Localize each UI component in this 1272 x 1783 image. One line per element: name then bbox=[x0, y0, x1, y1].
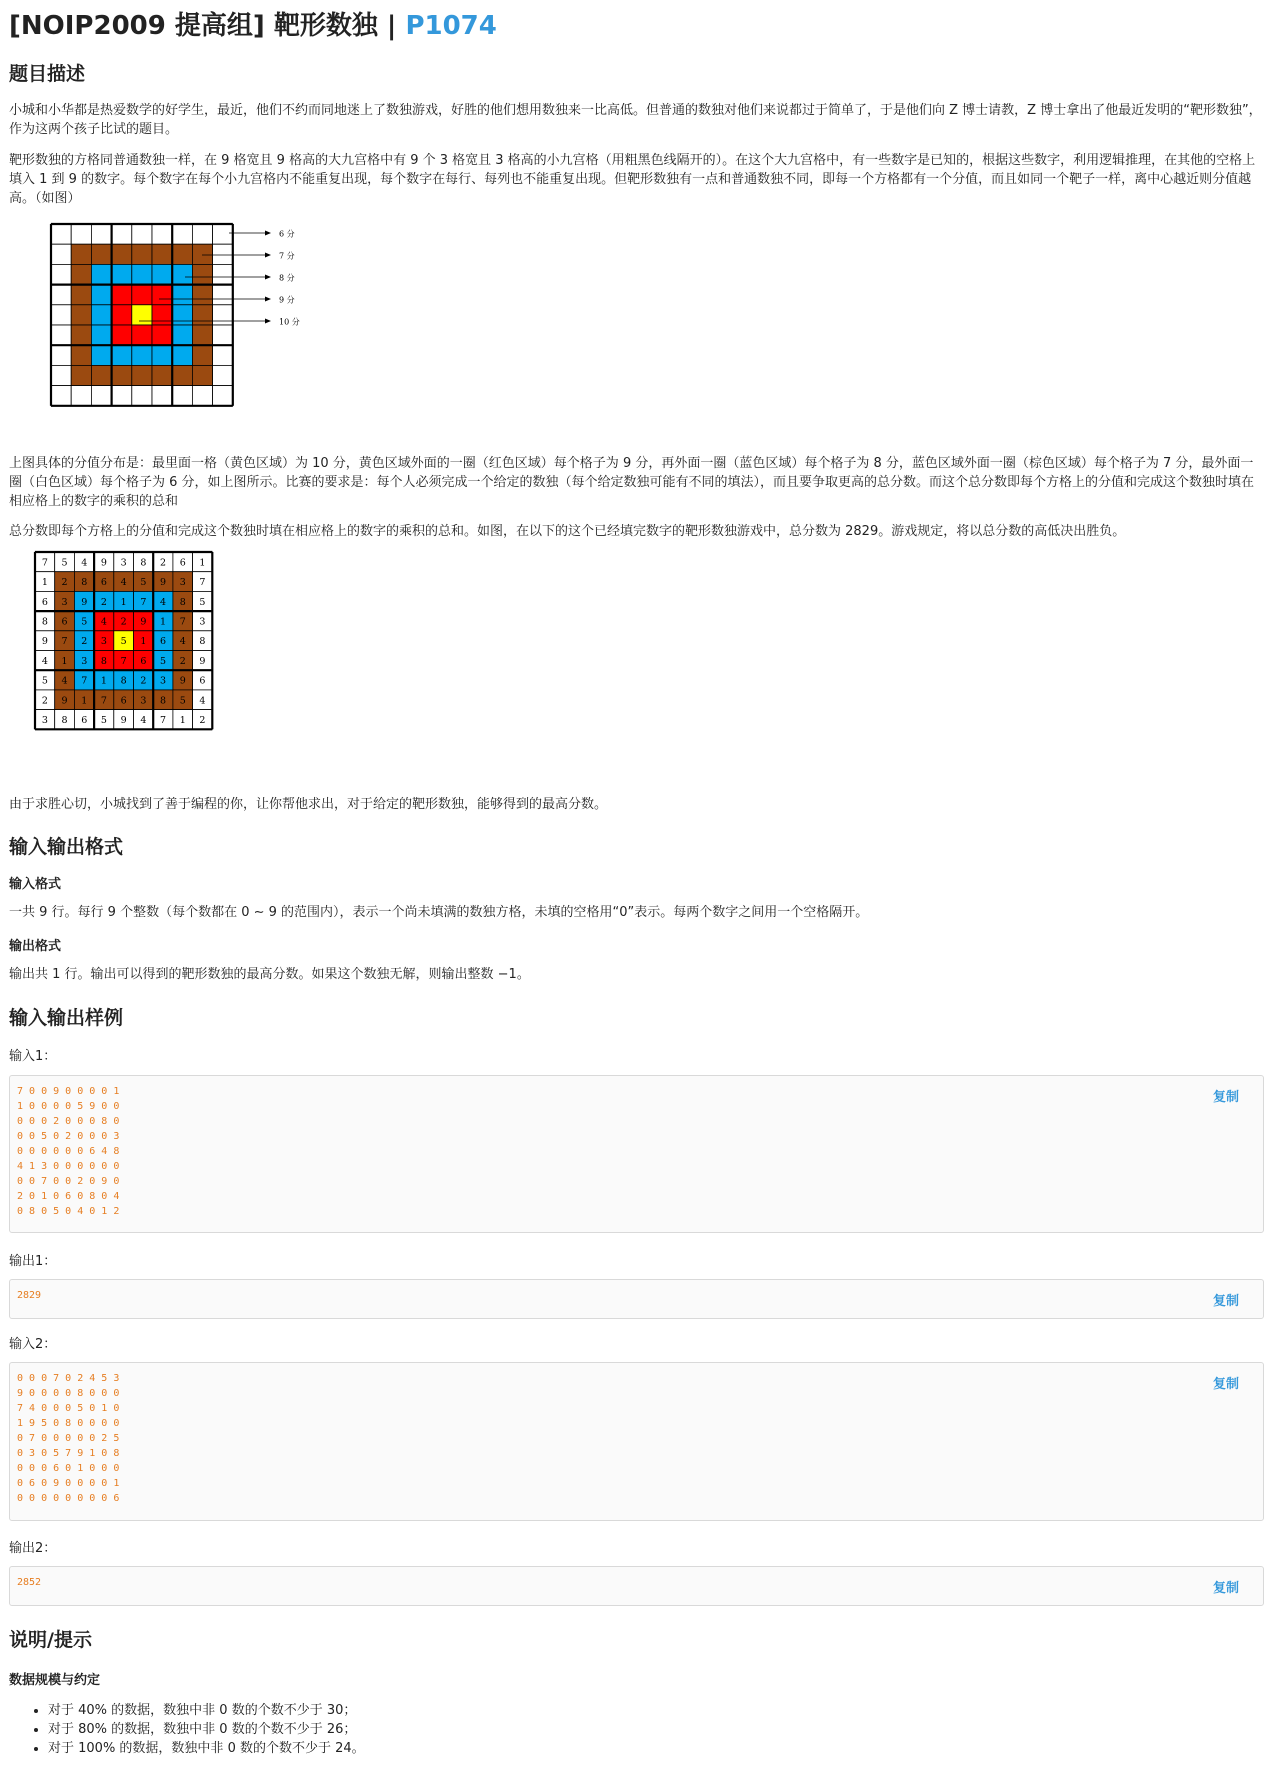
grid-cell bbox=[172, 285, 192, 305]
grid-cell bbox=[172, 224, 192, 244]
grid-cell bbox=[112, 305, 132, 325]
copy-button[interactable]: 复制 bbox=[1212, 1090, 1239, 1105]
grid-digit: 6 bbox=[199, 675, 206, 687]
grid-cell bbox=[71, 305, 91, 325]
grid-cell bbox=[51, 325, 71, 345]
grid-cell bbox=[112, 386, 132, 406]
arrow-head bbox=[265, 319, 271, 324]
sample-input-1-code[interactable]: 7 0 0 9 0 0 0 0 1 1 0 0 0 0 5 9 0 0 0 0 0 2 0 0 0 8 0 0 0 5 0 2 0 0 0 3 0 0 0 0 0 0 6 4 8 4 1 3 0 0 0 0 0 0 0 0 7 0 0 2 0 9 0 2 0 1 0 6 0 8 0 4 0 8 0 5 0 4 0 1 2 bbox=[17, 1086, 120, 1217]
grid-cell bbox=[91, 365, 111, 385]
score-label: 10 分 bbox=[279, 317, 300, 327]
grid-digit: 4 bbox=[41, 655, 48, 667]
grid-digit: 3 bbox=[61, 596, 68, 608]
grid-digit: 7 bbox=[81, 675, 88, 687]
grid-cell bbox=[213, 305, 233, 325]
grid-digit: 8 bbox=[120, 675, 127, 687]
grid-cell bbox=[132, 325, 152, 345]
grid-cell bbox=[192, 305, 212, 325]
grid-digit: 6 bbox=[120, 695, 127, 707]
grid-cell bbox=[132, 386, 152, 406]
grid-cell bbox=[71, 264, 91, 284]
output-format-heading: 输出格式 bbox=[9, 939, 62, 954]
sample-input-2-box bbox=[9, 1362, 1264, 1521]
grid-cell bbox=[152, 325, 172, 345]
grid-digit: 6 bbox=[41, 596, 48, 608]
grid-digit: 9 bbox=[179, 675, 186, 687]
grid-cell bbox=[132, 345, 152, 365]
copy-button[interactable]: 复制 bbox=[1212, 1581, 1239, 1596]
description-paragraph-2: 靶形数独的方格同普通数独一样，在 9 格宽且 9 格高的大九宫格中有 9 个 3 格宽且 3 格高的小九宫格（用粗黑色线隔开的）。在这个大九宫格中，有一些数字是已知的，根据这些数字，利用逻辑推理，在其他的空格上填入 1 到 9 的数字。每个数字在每个小九宫格内不能重复出现，每个数字在每行、每列也不能重复出现。但靶形数独有一点和普通数独不同，即每一个方格都有一个分值，而且如同一个靶子一样，离中心越近则分值越高。（如图） bbox=[9, 153, 1256, 206]
grid-cell bbox=[213, 386, 233, 406]
score-label: 6 分 bbox=[279, 229, 295, 239]
grid-digit: 7 bbox=[100, 695, 107, 707]
arrow-head bbox=[265, 275, 271, 280]
copy-button[interactable]: 复制 bbox=[1212, 1377, 1239, 1392]
grid-cell bbox=[132, 224, 152, 244]
grid-digit: 7 bbox=[140, 596, 147, 608]
grid-cell bbox=[192, 345, 212, 365]
sample-input-2-label: 输入2： bbox=[9, 1337, 57, 1352]
grid-digit: 4 bbox=[61, 675, 68, 687]
grid-cell bbox=[71, 244, 91, 264]
grid-cell bbox=[152, 386, 172, 406]
grid-digit: 3 bbox=[140, 695, 147, 707]
grid-digit: 5 bbox=[61, 557, 68, 569]
grid-digit: 6 bbox=[81, 714, 88, 726]
grid-digit: 8 bbox=[61, 714, 68, 726]
grid-cell bbox=[51, 264, 71, 284]
output-format-text: 输出共 1 行。输出可以得到的靶形数独的最高分数。如果这个数独无解，则输出整数 −1。 bbox=[9, 967, 530, 982]
grid-digit: 2 bbox=[179, 655, 186, 667]
grid-cell bbox=[71, 325, 91, 345]
page-title bbox=[9, 5, 497, 42]
grid-cell bbox=[192, 264, 212, 284]
grid-digit: 8 bbox=[100, 655, 107, 667]
grid-cell bbox=[172, 386, 192, 406]
grid-digit: 9 bbox=[140, 616, 147, 628]
grid-digit: 9 bbox=[100, 557, 107, 569]
grid-digit: 7 bbox=[160, 714, 167, 726]
grid-digit: 8 bbox=[199, 636, 206, 648]
grid-cell bbox=[213, 244, 233, 264]
grid-digit: 6 bbox=[140, 655, 147, 667]
sample-input-1-label: 输入1： bbox=[9, 1049, 57, 1064]
list-item: • 对于 80% 的数据，数独中非 0 数的个数不少于 26； bbox=[48, 1720, 365, 1739]
grid-cell bbox=[152, 365, 172, 385]
grid-cell bbox=[192, 325, 212, 345]
section-heading-hints: 说明/提示 bbox=[9, 1629, 92, 1651]
grid-digit: 6 bbox=[160, 636, 167, 648]
grid-cell bbox=[172, 264, 192, 284]
grid-cell bbox=[213, 345, 233, 365]
grid-digit: 2 bbox=[100, 596, 107, 608]
grid-cell bbox=[152, 264, 172, 284]
input-format-text: 一共 9 行。每行 9 个整数（每个数都在 0 ∼ 9 的范围内），表示一个尚未填满的数独方格，未填的空格用“0”表示。每两个数字之间用一个空格隔开。 bbox=[9, 905, 869, 920]
grid-digit: 3 bbox=[100, 636, 107, 648]
grid-digit: 4 bbox=[179, 636, 186, 648]
grid-cell bbox=[132, 285, 152, 305]
sample-output-1-box bbox=[9, 1279, 1264, 1319]
grid-digit: 2 bbox=[160, 557, 167, 569]
grid-digit: 3 bbox=[120, 557, 127, 569]
grid-digit: 8 bbox=[81, 577, 88, 589]
grid-cell bbox=[213, 325, 233, 345]
grid-cell bbox=[172, 345, 192, 365]
filled-sudoku-example bbox=[10, 548, 250, 774]
grid-cell bbox=[152, 285, 172, 305]
grid-cell bbox=[112, 365, 132, 385]
description-paragraph-5: 由于求胜心切，小城找到了善于编程的你，让你帮他求出，对于给定的靶形数独，能够得到的最高分数。 bbox=[9, 797, 608, 812]
grid-digit: 3 bbox=[41, 714, 48, 726]
section-heading-samples: 输入输出样例 bbox=[9, 1007, 124, 1029]
grid-digit: 2 bbox=[140, 675, 147, 687]
grid-cell bbox=[91, 285, 111, 305]
grid-digit: 8 bbox=[41, 616, 48, 628]
grid-cell bbox=[213, 285, 233, 305]
arrow-head bbox=[265, 253, 271, 258]
data-scale-list bbox=[48, 1701, 365, 1758]
sample-output-2-box bbox=[9, 1566, 1264, 1606]
grid-cell bbox=[91, 305, 111, 325]
grid-cell bbox=[51, 345, 71, 365]
grid-digit: 1 bbox=[41, 577, 48, 589]
sample-output-2-code[interactable]: 2852 bbox=[17, 1577, 42, 1588]
grid-cell bbox=[71, 224, 91, 244]
score-label: 7 分 bbox=[279, 251, 295, 261]
sample-output-2-label: 输出2： bbox=[9, 1541, 57, 1556]
grid-digit: 4 bbox=[81, 557, 88, 569]
grid-digit: 1 bbox=[61, 655, 68, 667]
grid-digit: 4 bbox=[199, 695, 206, 707]
list-item: • 对于 100% 的数据，数独中非 0 数的个数不少于 24。 bbox=[48, 1739, 365, 1758]
grid-cell bbox=[152, 305, 172, 325]
grid-cell bbox=[91, 264, 111, 284]
sample-input-1-box bbox=[9, 1075, 1264, 1233]
grid-digit: 1 bbox=[160, 616, 167, 628]
grid-cell bbox=[112, 325, 132, 345]
grid-cell bbox=[132, 365, 152, 385]
grid-cell bbox=[152, 224, 172, 244]
grid-digit: 9 bbox=[41, 636, 48, 648]
grid-cell bbox=[192, 285, 212, 305]
grid-cell bbox=[152, 244, 172, 264]
sample-output-1-label: 输出1： bbox=[9, 1254, 57, 1269]
grid-cell bbox=[91, 325, 111, 345]
target-score-diagram bbox=[47, 220, 347, 435]
grid-cell bbox=[152, 345, 172, 365]
grid-digit: 4 bbox=[100, 616, 107, 628]
grid-digit: 1 bbox=[100, 675, 107, 687]
grid-cell bbox=[192, 224, 212, 244]
grid-cell bbox=[71, 345, 91, 365]
grid-digit: 1 bbox=[120, 596, 127, 608]
grid-cell bbox=[172, 244, 192, 264]
grid-cell bbox=[51, 386, 71, 406]
grid-digit: 9 bbox=[160, 577, 167, 589]
section-heading-description: 题目描述 bbox=[9, 63, 86, 85]
grid-digit: 2 bbox=[120, 616, 127, 628]
grid-cell bbox=[51, 365, 71, 385]
grid-cell bbox=[172, 365, 192, 385]
grid-cell bbox=[71, 285, 91, 305]
score-label: 9 分 bbox=[279, 295, 295, 305]
grid-digit: 6 bbox=[179, 557, 186, 569]
grid-digit: 8 bbox=[160, 695, 167, 707]
grid-digit: 9 bbox=[61, 695, 68, 707]
grid-cell bbox=[51, 244, 71, 264]
grid-cell bbox=[112, 264, 132, 284]
grid-digit: 3 bbox=[179, 577, 186, 589]
grid-digit: 4 bbox=[160, 596, 167, 608]
problem-id-link[interactable]: P1074 bbox=[405, 11, 497, 41]
section-heading-io-format: 输入输出格式 bbox=[9, 836, 124, 858]
grid-cell bbox=[192, 365, 212, 385]
grid-digit: 7 bbox=[199, 577, 206, 589]
grid-digit: 5 bbox=[120, 636, 127, 648]
grid-digit: 9 bbox=[199, 655, 206, 667]
grid-digit: 8 bbox=[179, 596, 186, 608]
grid-cell bbox=[172, 325, 192, 345]
grid-cell bbox=[192, 386, 212, 406]
grid-cell bbox=[112, 224, 132, 244]
grid-digit: 1 bbox=[81, 695, 88, 707]
grid-digit: 4 bbox=[120, 577, 127, 589]
grid-digit: 6 bbox=[100, 577, 107, 589]
grid-cell bbox=[112, 345, 132, 365]
list-item: • 对于 40% 的数据，数独中非 0 数的个数不少于 30； bbox=[48, 1701, 365, 1720]
grid-digit: 5 bbox=[100, 714, 107, 726]
grid-cell bbox=[71, 386, 91, 406]
arrow-head bbox=[265, 231, 271, 236]
grid-cell bbox=[213, 224, 233, 244]
grid-cell bbox=[91, 345, 111, 365]
description-paragraph-4: 总分数即每个方格上的分值和完成这个数独时填在相应格上的数字的乘积的总和。如图，在以下的这个已经填完数字的靶形数独游戏中，总分数为 2829。游戏规定，将以总分数的高低决出胜负。 bbox=[9, 524, 1126, 539]
grid-digit: 3 bbox=[199, 616, 206, 628]
grid-digit: 1 bbox=[199, 557, 206, 569]
grid-digit: 5 bbox=[140, 577, 147, 589]
grid-digit: 5 bbox=[81, 616, 88, 628]
score-label: 8 分 bbox=[279, 273, 295, 283]
grid-digit: 9 bbox=[81, 596, 88, 608]
title-text: [NOIP2009 提高组] 靶形数独 | bbox=[9, 11, 406, 41]
grid-cell bbox=[213, 365, 233, 385]
grid-cell bbox=[132, 244, 152, 264]
grid-cell bbox=[192, 244, 212, 264]
grid-digit: 4 bbox=[140, 714, 147, 726]
grid-cell bbox=[91, 386, 111, 406]
grid-cell bbox=[51, 285, 71, 305]
grid-cell bbox=[132, 305, 152, 325]
grid-digit: 7 bbox=[61, 636, 68, 648]
sample-output-1-code[interactable]: 2829 bbox=[17, 1290, 42, 1301]
grid-digit: 7 bbox=[41, 557, 48, 569]
data-scale-heading: 数据规模与约定 bbox=[9, 1673, 101, 1688]
grid-digit: 2 bbox=[61, 577, 68, 589]
grid-digit: 5 bbox=[160, 655, 167, 667]
grid-cell bbox=[213, 264, 233, 284]
grid-digit: 2 bbox=[199, 714, 206, 726]
grid-cell bbox=[71, 365, 91, 385]
grid-digit: 2 bbox=[41, 695, 48, 707]
arrow-head bbox=[265, 297, 271, 302]
grid-digit: 6 bbox=[61, 616, 68, 628]
grid-cell bbox=[51, 224, 71, 244]
grid-cell bbox=[91, 244, 111, 264]
sample-input-2-code[interactable]: 0 0 0 7 0 2 4 5 3 9 0 0 0 0 8 0 0 0 7 4 0 0 0 5 0 1 0 1 9 5 0 8 0 0 0 0 0 7 0 0 0 0 0 2 5 0 3 0 5 7 9 1 0 8 0 0 0 6 0 1 0 0 0 0 6 0 9 0 0 0 0 1 0 0 0 0 0 0 0 0 6 bbox=[17, 1373, 120, 1504]
grid-digit: 8 bbox=[140, 557, 147, 569]
grid-digit: 5 bbox=[199, 596, 206, 608]
grid-cell bbox=[112, 244, 132, 264]
grid-digit: 3 bbox=[81, 655, 88, 667]
grid-digit: 3 bbox=[160, 675, 167, 687]
grid-cell bbox=[112, 285, 132, 305]
description-paragraph-1: 小城和小华都是热爱数学的好学生，最近，他们不约而同地迷上了数独游戏，好胜的他们想用数独来一比高低。但普通的数独对他们来说都过于简单了，于是他们向 Z 博士请教，Z 博士拿出了他最近发明的“靶形数独”，作为这两个孩子比试的题目。 bbox=[9, 103, 1262, 137]
grid-cell bbox=[132, 264, 152, 284]
grid-digit: 7 bbox=[179, 616, 186, 628]
grid-cell bbox=[51, 305, 71, 325]
input-format-heading: 输入格式 bbox=[9, 877, 62, 892]
description-paragraph-3: 上图具体的分值分布是：最里面一格（黄色区域）为 10 分，黄色区域外面的一圈（红色区域）每个格子为 9 分，再外面一圈（蓝色区域）每个格子为 8 分，蓝色区域外面一圈（棕色区域）每个格子为 7 分，最外面一圈（白色区域）每个格子为 6 分，如上图所示。比赛的要求是：每个人必须完成一个给定的数独（每个给定数独可能有不同的填法），而且要争取更高的总分数。而这个总分数即每个方格上的分值和完成这个数独时填在相应格上的数字的乘积的总和 bbox=[9, 456, 1255, 509]
grid-digit: 7 bbox=[120, 655, 127, 667]
grid-digit: 1 bbox=[140, 636, 147, 648]
grid-digit: 5 bbox=[179, 695, 186, 707]
grid-digit: 2 bbox=[81, 636, 88, 648]
grid-digit: 9 bbox=[120, 714, 127, 726]
copy-button[interactable]: 复制 bbox=[1212, 1294, 1239, 1309]
grid-digit: 5 bbox=[41, 675, 48, 687]
grid-digit: 1 bbox=[179, 714, 186, 726]
grid-cell bbox=[172, 305, 192, 325]
grid-cell bbox=[91, 224, 111, 244]
